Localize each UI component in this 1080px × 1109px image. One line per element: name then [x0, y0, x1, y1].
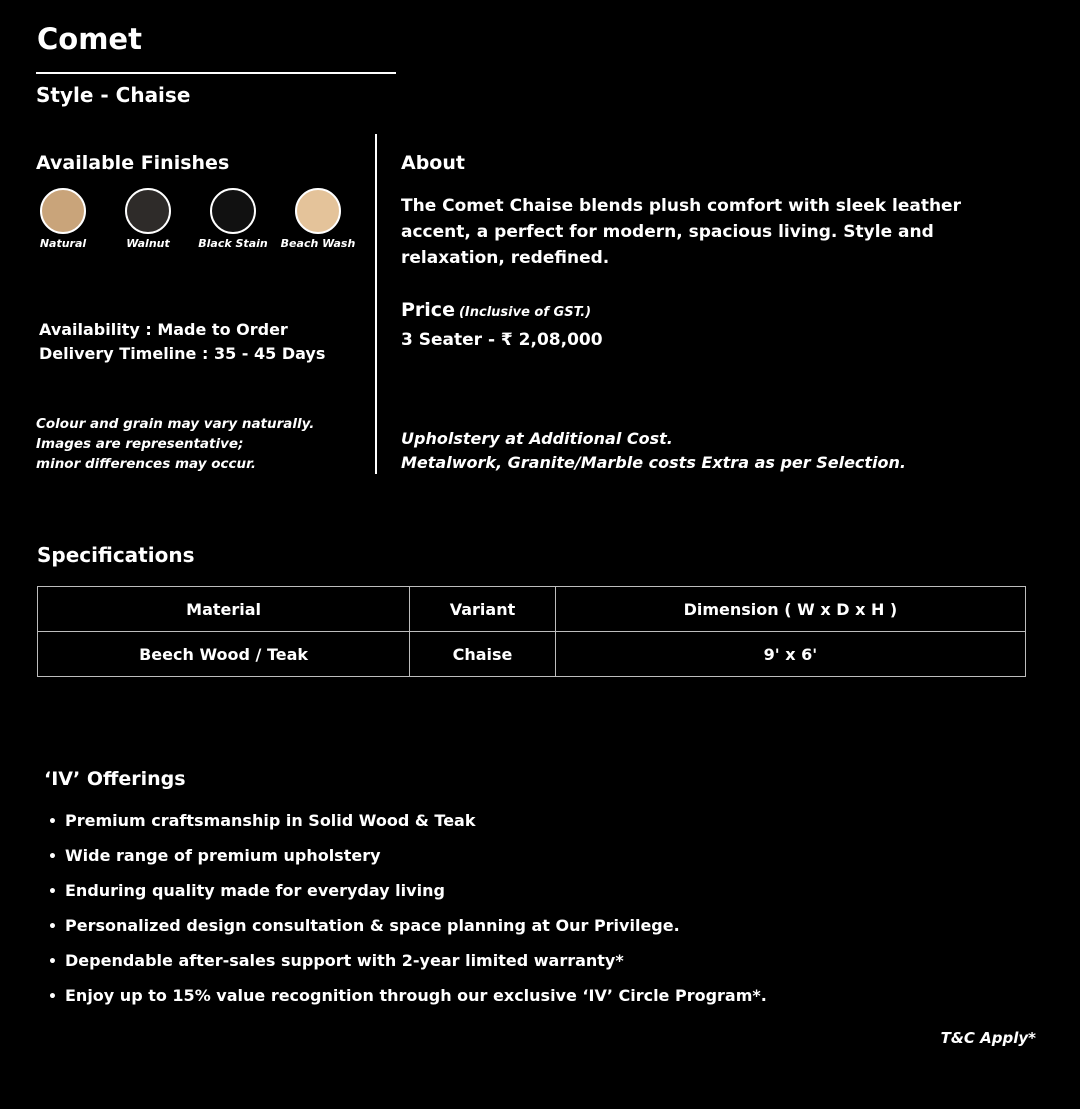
availability-block — [39, 318, 325, 366]
specifications-heading: Specifications — [37, 543, 195, 567]
upholstery-cost-note: Upholstery at Additional Cost. — [401, 429, 673, 448]
table-row — [38, 632, 1026, 677]
bullet-icon: • — [48, 919, 57, 935]
extra-costs-note — [401, 427, 906, 475]
column-divider — [375, 134, 377, 474]
list-item — [48, 806, 767, 841]
delivery-timeline-text: Delivery Timeline : 35 - 45 Days — [39, 344, 326, 363]
offering-text: Dependable after-sales support with 2-year limited warranty* — [65, 951, 624, 970]
price-label: Price — [401, 299, 455, 321]
beach-wash-swatch[interactable] — [295, 188, 341, 234]
walnut-swatch[interactable] — [125, 188, 171, 234]
about-heading: About — [401, 152, 465, 174]
offering-text: Personalized design consultation & space planning at Our Privilege. — [65, 916, 680, 935]
list-item — [48, 911, 767, 946]
offerings-list — [48, 806, 767, 1016]
variant-cell: Chaise — [410, 632, 556, 677]
disclaimer — [36, 414, 314, 474]
terms-note: T&C Apply* — [940, 1029, 1036, 1047]
black-stain-swatch[interactable] — [210, 188, 256, 234]
swatch-label-natural: Natural — [39, 237, 87, 250]
bullet-icon: • — [48, 954, 57, 970]
list-item — [48, 876, 767, 911]
availability-text: Availability : Made to Order — [39, 320, 288, 339]
bullet-icon: • — [48, 884, 57, 900]
price-gst-note: (Inclusive of GST.) — [458, 305, 592, 320]
bullet-icon: • — [48, 814, 57, 830]
price-heading-line — [401, 299, 591, 321]
material-cell: Beech Wood / Teak — [38, 632, 410, 677]
dimension-header: Dimension ( W x D x H ) — [555, 587, 1025, 632]
list-item — [48, 946, 767, 981]
finishes-heading: Available Finishes — [36, 152, 230, 174]
specifications-table — [37, 586, 1026, 677]
swatch-label-black-stain: Black Stain — [198, 237, 268, 250]
material-header: Material — [38, 587, 410, 632]
variant-header: Variant — [410, 587, 556, 632]
natural-swatch[interactable] — [40, 188, 86, 234]
swatch-label-walnut: Walnut — [126, 237, 170, 250]
offering-text: Enduring quality made for everyday living — [65, 881, 445, 900]
about-description: The Comet Chaise blends plush comfort with sleek leather accent, a perfect for modern, spacious living. Style and relaxation, redefined. — [401, 196, 961, 268]
offering-text: Premium craftsmanship in Solid Wood & Teak — [65, 811, 476, 830]
list-item — [48, 981, 767, 1016]
style-subtitle: Style - Chaise — [36, 83, 191, 107]
offering-text: Enjoy up to 15% value recognition through our exclusive ‘IV’ Circle Program*. — [65, 986, 767, 1005]
list-item — [48, 841, 767, 876]
disclaimer-line: minor differences may occur. — [36, 456, 256, 472]
offerings-heading: ‘IV’ Offerings — [44, 768, 186, 790]
disclaimer-line: Colour and grain may vary naturally. — [36, 416, 315, 432]
product-title: Comet — [37, 22, 142, 56]
title-underline — [36, 72, 396, 74]
offering-text: Wide range of premium upholstery — [65, 846, 381, 865]
dimension-cell: 9' x 6' — [555, 632, 1025, 677]
bullet-icon: • — [48, 849, 57, 865]
bullet-icon: • — [48, 989, 57, 1005]
table-header-row — [38, 587, 1026, 632]
metalwork-cost-note: Metalwork, Granite/Marble costs Extra as per Selection. — [401, 453, 907, 472]
disclaimer-line: Images are representative; — [36, 436, 244, 452]
swatch-label-beach-wash: Beach Wash — [280, 237, 356, 250]
price-value: 3 Seater - ₹ 2,08,000 — [401, 330, 603, 350]
